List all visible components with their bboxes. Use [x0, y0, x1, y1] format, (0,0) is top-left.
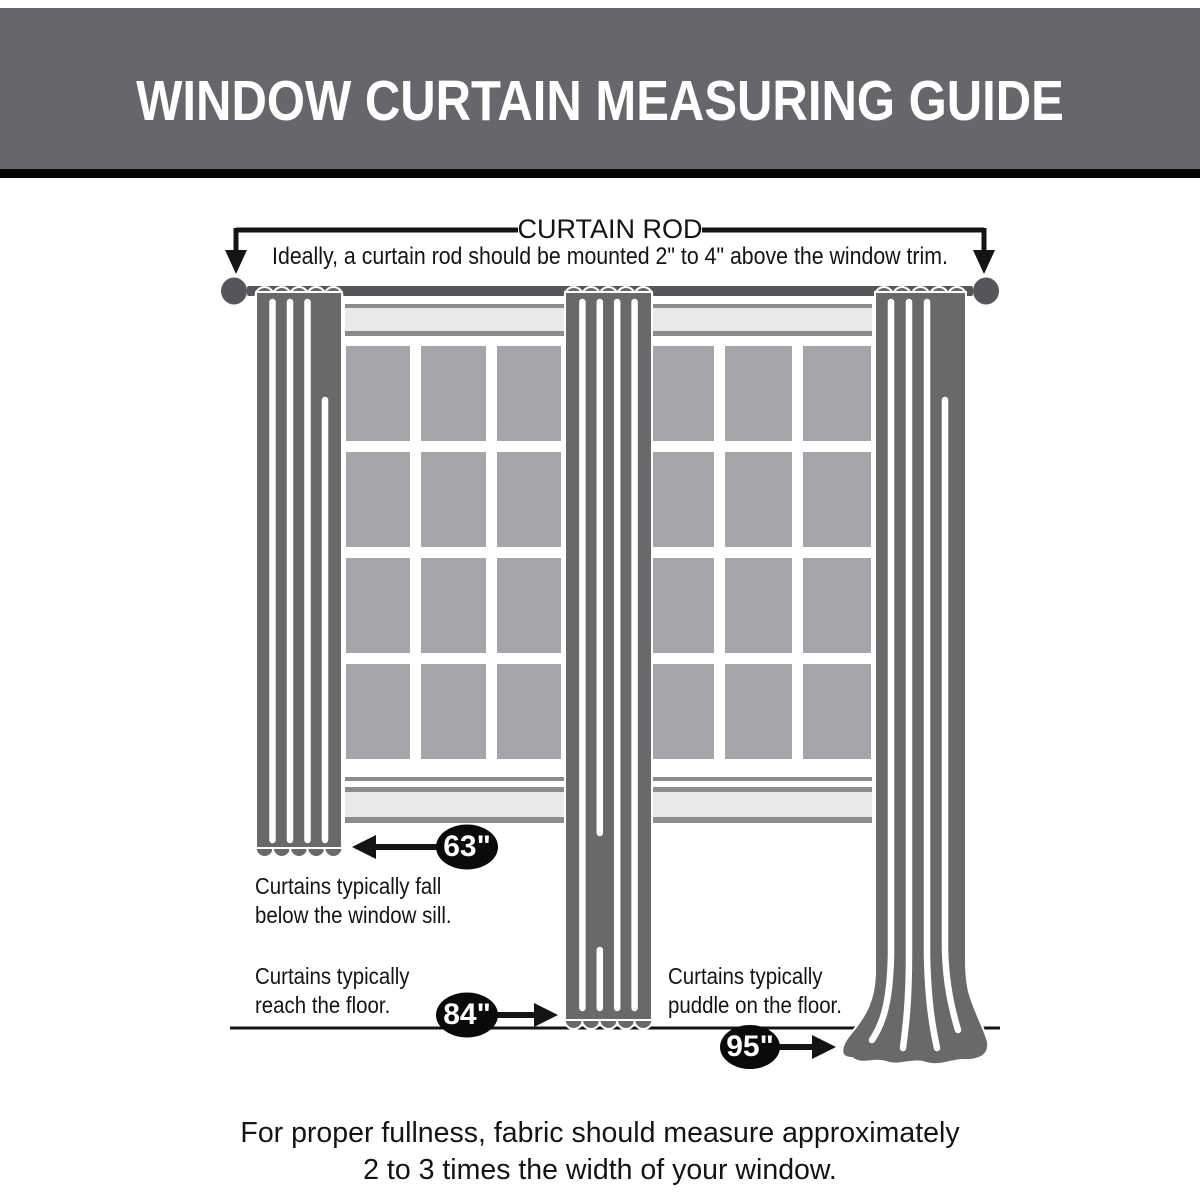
curtain-body-puddle [842, 292, 988, 1064]
text-line: below the window sill. [255, 902, 452, 928]
rod-finial-left [221, 278, 247, 305]
length-63-value: 63" [443, 830, 491, 863]
text-line: For proper fullness, fabric should measure approximately [240, 1117, 960, 1149]
text-line: reach the floor. [255, 992, 391, 1018]
text-line: Curtains typically [255, 963, 410, 989]
length-63-description [255, 872, 452, 930]
text-line: puddle on the floor. [668, 992, 842, 1018]
length-84-value: 84" [443, 998, 491, 1031]
length-95-value: 95" [726, 1030, 774, 1063]
text-line: 2 to 3 times the width of your window. [363, 1154, 837, 1186]
left-arrow-icon [352, 835, 376, 859]
rod-finial-right [973, 278, 999, 305]
right-arrow-icon [812, 1035, 836, 1059]
header-underline [0, 169, 1200, 178]
header-banner [0, 8, 1200, 169]
curtain-body [565, 292, 652, 1020]
curtain-panel-middle [565, 287, 653, 1029]
curtain-panel-left [256, 287, 343, 857]
text-line: Curtains typically fall [255, 873, 442, 899]
page-title: WINDOW CURTAIN MEASURING GUIDE [136, 69, 1064, 133]
fullness-note [0, 1115, 1200, 1189]
curtain-body [256, 292, 342, 848]
text-line: Curtains typically [668, 963, 823, 989]
curtain-panel-right [842, 287, 988, 1064]
length-95-description [668, 962, 842, 1020]
curtain-rod-label: CURTAIN ROD [517, 214, 703, 244]
rod-mounting-note: Ideally, a curtain rod should be mounted 2" to 4" above the window trim. [272, 243, 948, 270]
length-84-description [255, 962, 410, 1020]
right-arrow-icon [534, 1003, 558, 1027]
